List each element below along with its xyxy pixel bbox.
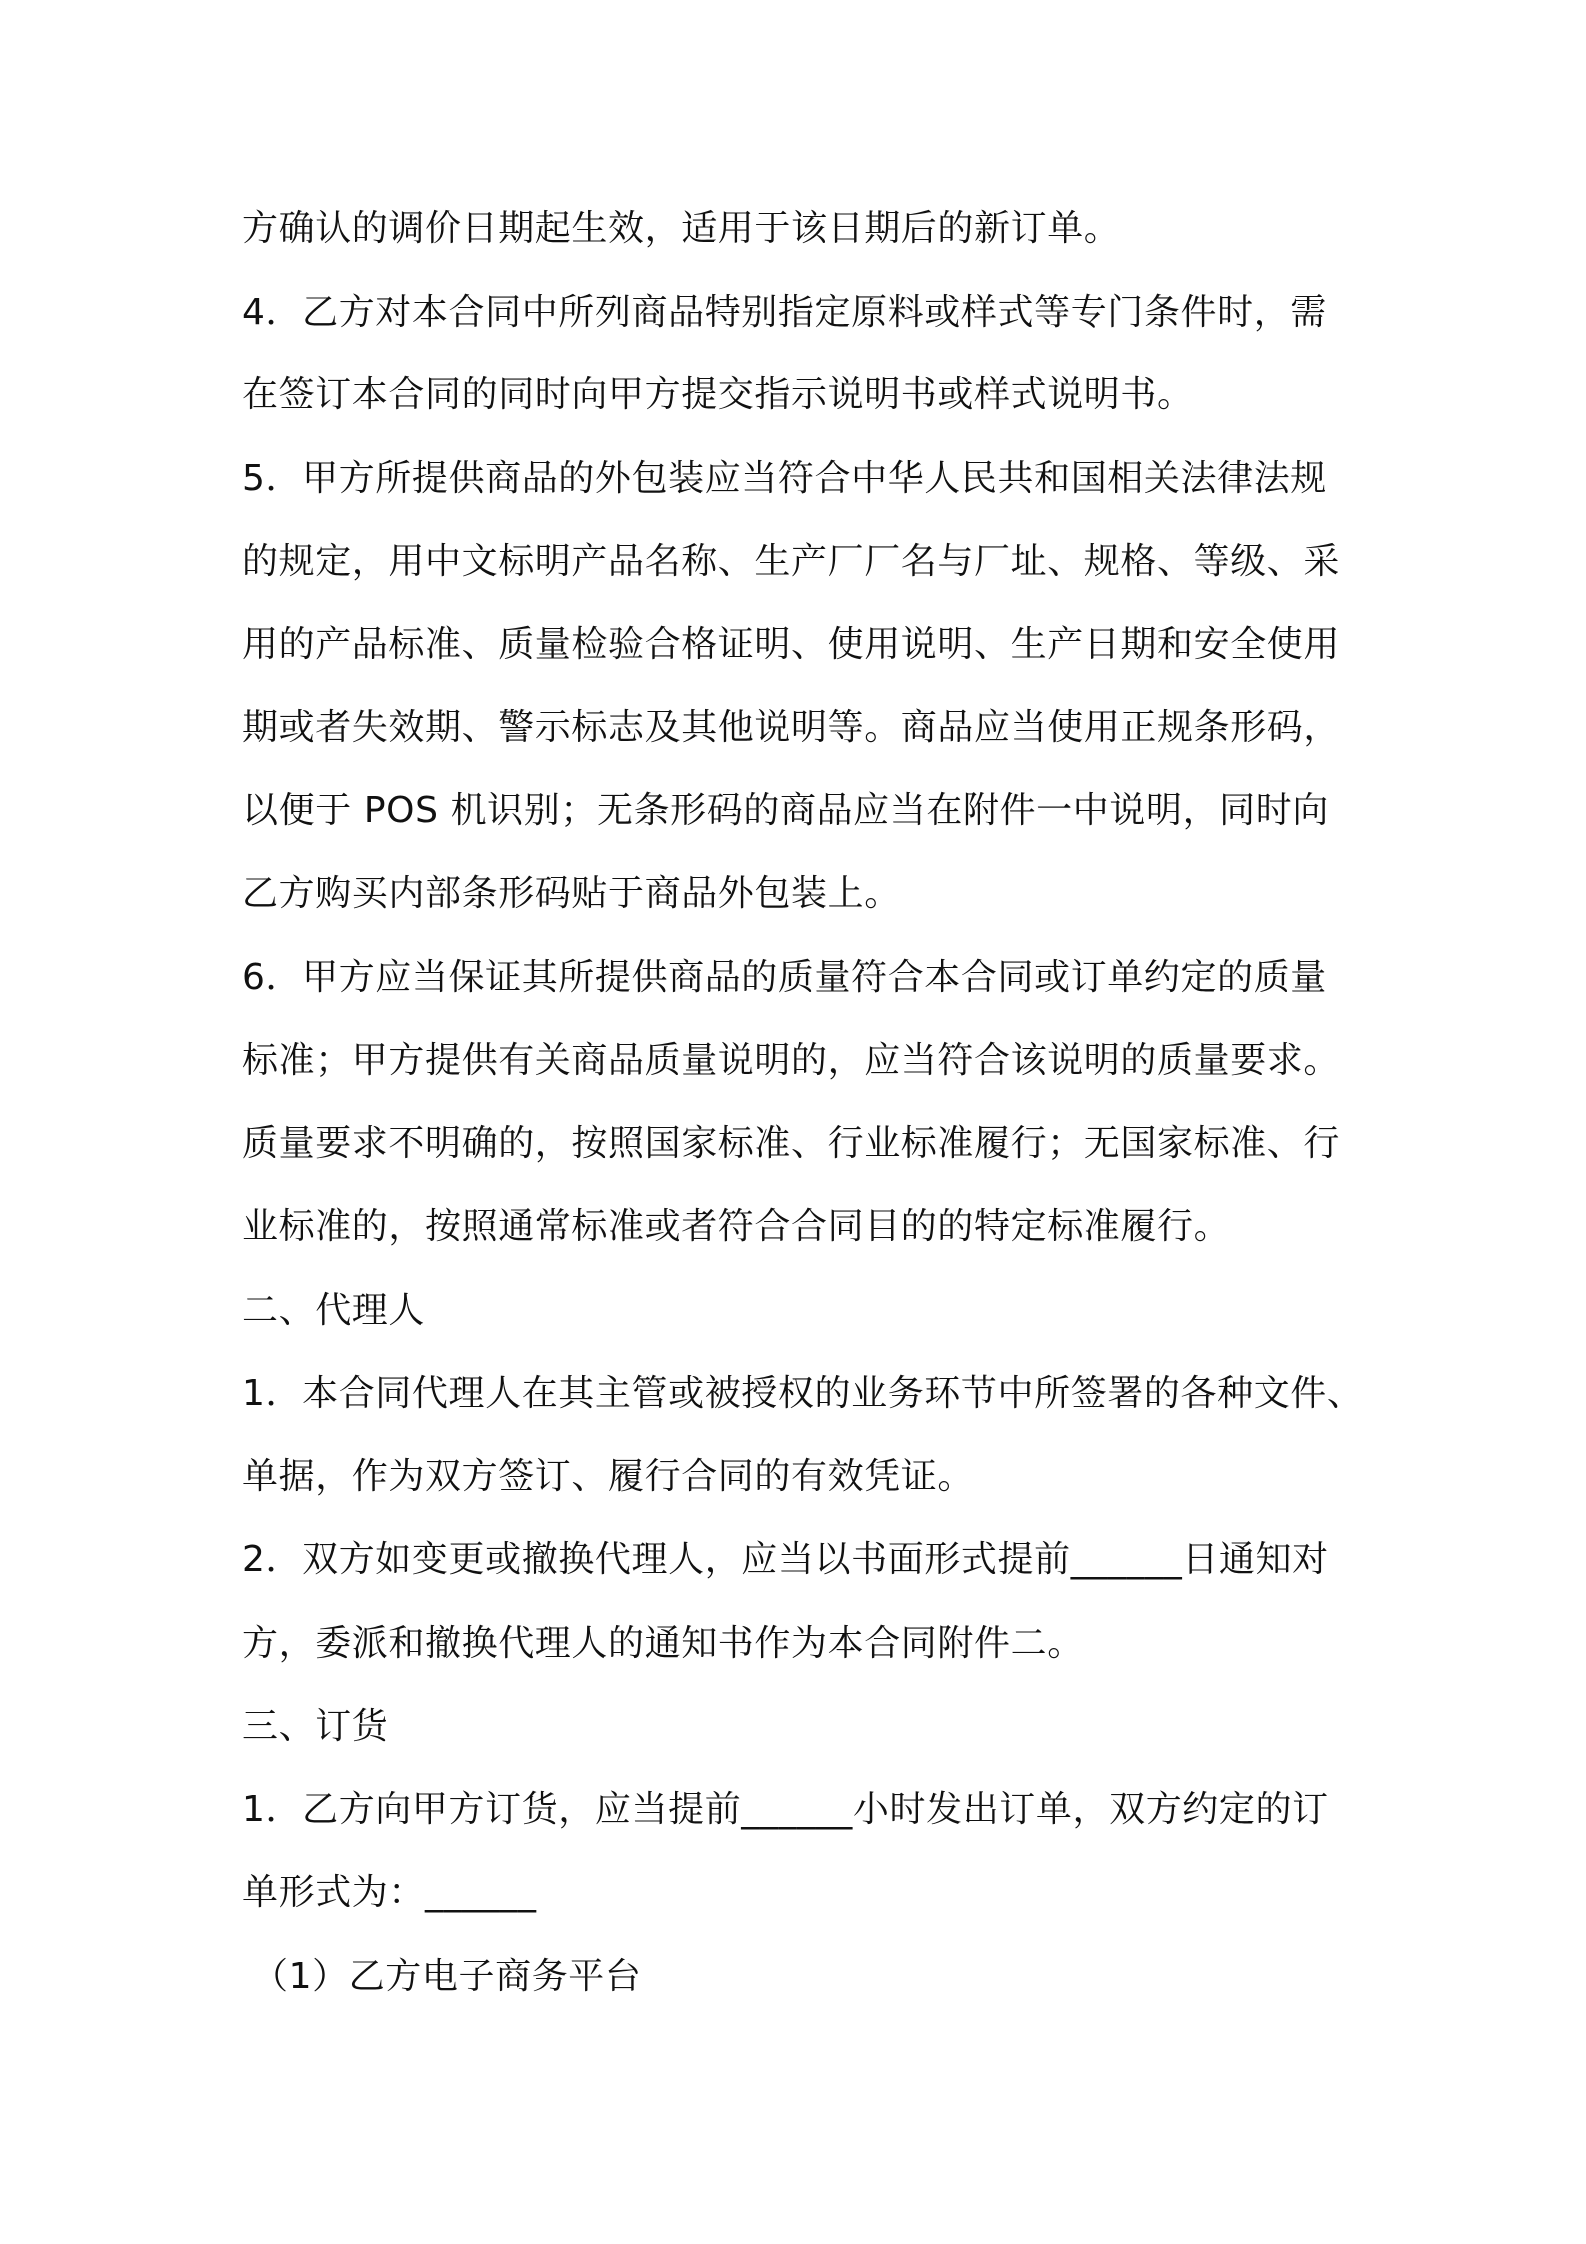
clause-5-line-1: 5．甲方所提供商品的外包装应当符合中华人民共和国相关法律法规	[242, 458, 1327, 499]
clause-5-line-2: 的规定，用中文标明产品名称、生产厂厂名与厂址、规格、等级、采	[242, 541, 1341, 582]
clause-6-line-4: 业标准的，按照通常标准或者符合合同目的的特定标准履行。	[242, 1206, 1231, 1247]
clause-6-line-2: 标准；甲方提供有关商品质量说明的，应当符合该说明的质量要求。	[242, 1040, 1341, 1081]
order-clause-1-line-2: 单形式为：______	[242, 1872, 537, 1913]
clause-5-line-3: 用的产品标准、质量检验合格证明、使用说明、生产日期和安全使用	[242, 624, 1341, 665]
order-option-1: （1）乙方电子商务平台	[252, 1956, 642, 1997]
clause-4-line-2: 在签订本合同的同时向甲方提交指示说明书或样式说明书。	[242, 374, 1194, 415]
clause-4-line-1: 4．乙方对本合同中所列商品特别指定原料或样式等专门条件时，需	[242, 292, 1327, 333]
clause-5-line-6: 乙方购买内部条形码贴于商品外包装上。	[242, 873, 901, 914]
clause-6-line-1: 6．甲方应当保证其所提供商品的质量符合本合同或订单约定的质量	[242, 957, 1327, 998]
section-heading-ordering: 三、订货	[242, 1706, 389, 1747]
clause-6-line-3: 质量要求不明确的，按照国家标准、行业标准履行；无国家标准、行	[242, 1123, 1341, 1164]
agent-clause-2-line-2: 方，委派和撤换代理人的通知书作为本合同附件二。	[242, 1623, 1084, 1664]
agent-clause-1-line-1: 1．本合同代理人在其主管或被授权的业务环节中所签署的各种文件、	[242, 1373, 1364, 1414]
text-line-1: 方确认的调价日期起生效，适用于该日期后的新订单。	[242, 208, 1121, 249]
order-clause-1-line-1: 1．乙方向甲方订货，应当提前______小时发出订单，双方约定的订	[242, 1789, 1329, 1830]
agent-clause-2-line-1: 2．双方如变更或撤换代理人，应当以书面形式提前______日通知对	[242, 1539, 1329, 1580]
section-heading-agent: 二、代理人	[242, 1290, 426, 1331]
clause-5-line-4: 期或者失效期、警示标志及其他说明等。商品应当使用正规条形码，	[242, 707, 1341, 748]
clause-5-line-5: 以便于 POS 机识别；无条形码的商品应当在附件一中说明，同时向	[242, 790, 1329, 831]
agent-clause-1-line-2: 单据，作为双方签订、履行合同的有效凭证。	[242, 1456, 975, 1497]
